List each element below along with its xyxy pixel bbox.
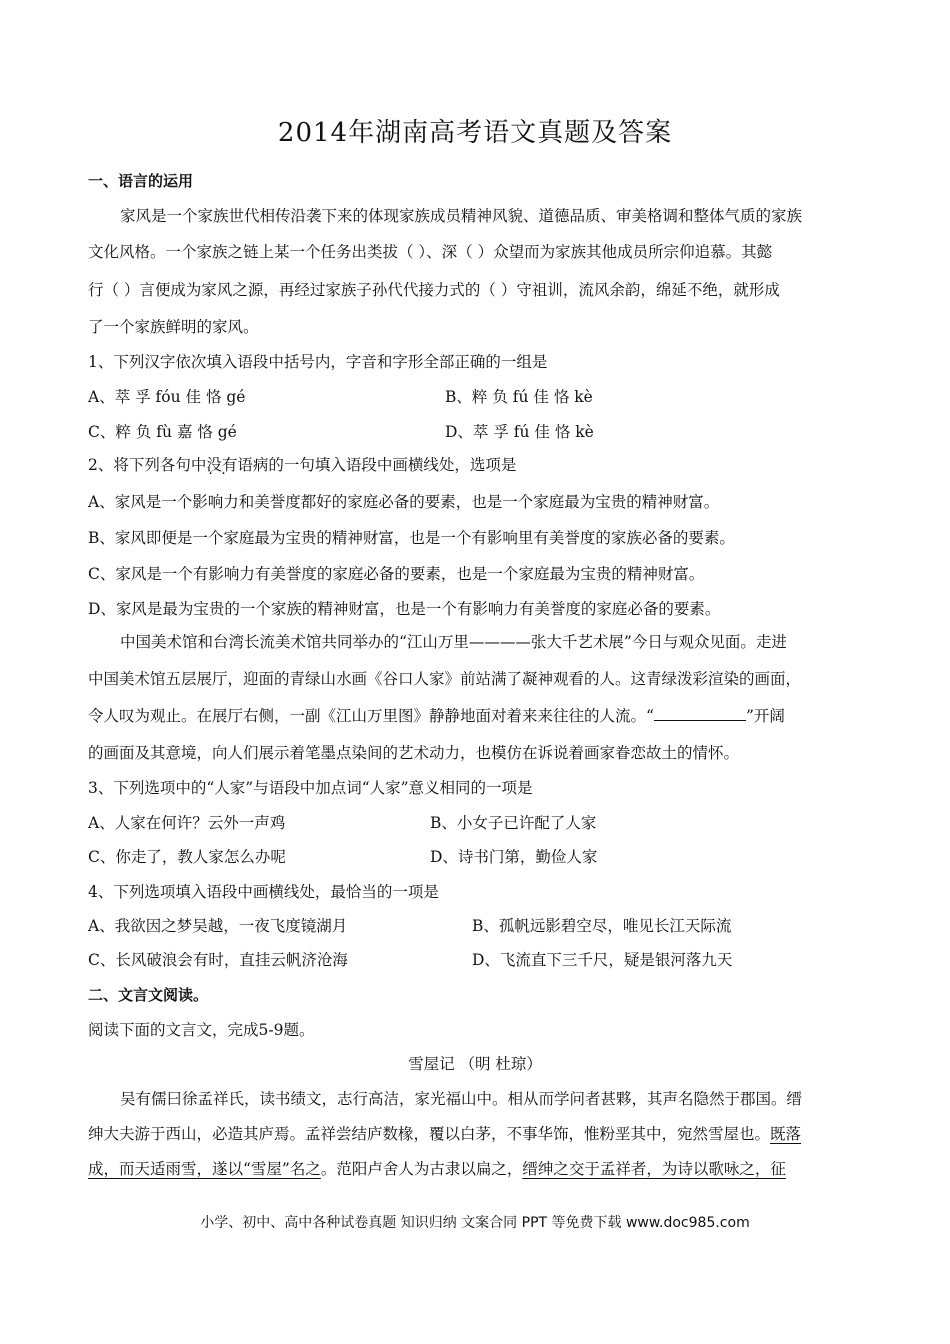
passage1-line-2: 文化风格。一个家族之链上某一个任务出类拔（ ）、深（ ）众望而为家族其他成员所宗仰追慕。其懿 [88,243,773,261]
question-4-option-c: C、长风破浪会有时，直挂云帆济沧海 [88,951,348,969]
fill-in-blank [654,706,746,721]
passage2-line-2: 中国美术馆五层展厅，迎面的青绿山水画《谷口人家》前站满了凝神观看的人。这青绿泼彩渲染的画面， [88,670,802,688]
page-title: 2014年湖南高考语文真题及答案 [277,118,673,148]
passage1-line-1: 家风是一个家族世代相传沿袭下来的体现家族成员精神风貌、道德品质、审美格调和整体气质的家族 [120,207,803,225]
question-2-option-a: A、家风是一个影响力和美誉度都好的家庭必备的要素，也是一个家庭最为宝贵的精神财富。 [88,493,720,511]
underlined-sentence-1-end: 成，而天适雨雪，遂以“雪屋”名之 [88,1160,321,1178]
question-1-stem: 1、下列汉字依次填入语段中括号内，字音和字形全部正确的一组是 [88,353,548,371]
question-1-option-c: C、粹 负 fù 嘉 恪 gé [88,423,237,441]
question-2-stem-pre: 2、将下列各句中 [88,456,207,474]
classical-text-line-2 [88,1122,801,1144]
question-2-stem [88,453,516,475]
question-3-option-b: B、小女子已许配了人家 [430,814,597,832]
question-3-stem: 3、下列选项中的“人家”与语段中加点词“人家”意义相同的一项是 [88,779,533,797]
page-footer: 小学、初中、高中各种试卷真题 知识归纳 文案合同 PPT 等免费下载 www.doc985.com [200,1215,750,1231]
classical-text-line-3 [88,1157,786,1179]
section-2-intro: 阅读下面的文言文，完成5-9题。 [88,1021,315,1039]
passage1-line-3: 行（ ）言便成为家风之源，再经过家族子孙代代接力式的（ ）守祖训，流风余韵，绵延不绝，就形成 [88,281,780,299]
question-4-stem: 4、下列选项填入语段中画横线处，最恰当的一项是 [88,883,439,901]
question-4-option-b: B、孤帆远影碧空尽，唯见长江天际流 [472,917,732,935]
passage2-line-3 [88,704,785,726]
classical-text-line-1: 吴有儒曰徐孟祥氏，读书绩文，志行高洁，家光福山中。相从而学问者甚夥，其声名隐然于郡国。缙 [120,1090,803,1108]
question-1-option-b: B、粹 负 fú 佳 恪 kè [445,388,593,406]
question-2-option-b: B、家风即便是一个家庭最为宝贵的精神财富，也是一个有影响里有美誉度的家族必备的要素。 [88,529,735,547]
question-3-option-c: C、你走了，教人家怎么办呢 [88,848,286,866]
passage2-line-1: 中国美术馆和台湾长流美术馆共同举办的“江山万里————张大千艺术展”今日与观众见面。走进 [120,633,787,651]
classical-text-line-2-plain: 绅大夫游于西山，必造其庐焉。孟祥尝结庐数椽，覆以白茅，不事华饰，惟粉垩其中，宛然雪屋也。 [88,1125,771,1143]
passage1-line-4: 了一个家族鲜明的家风。 [88,318,259,336]
section-heading-1: 一、语言的运用 [88,172,194,190]
passage2-line-3-tail: ”开阔 [745,707,785,725]
classical-text-line-3-mid: 。范阳卢舍人为古隶以扁之， [320,1160,523,1178]
question-2-stem-post: 语病的一句填入语段中画横线处，选项是 [237,456,517,474]
question-2-option-c: C、家风是一个有影响力有美誉度的家庭必备的要素，也是一个家庭最为宝贵的精神财富。 [88,565,705,583]
underlined-sentence-1-start: 既落 [770,1125,802,1143]
question-4-option-d: D、飞流直下三千尺，疑是银河落九天 [472,951,733,969]
underlined-sentence-2: 缙绅之交于孟祥者，为诗以歌咏之，征 [522,1160,786,1178]
question-4-option-a: A、我欲因之梦吴越，一夜飞度镜湖月 [88,917,348,935]
question-2-option-d: D、家风是最为宝贵的一个家族的精神财富，也是一个有影响力有美誉度的家庭必备的要素。 [88,600,721,618]
question-1-option-a: A、萃 孚 fóu 佳 恪 gé [88,388,246,406]
section-heading-2: 二、文言文阅读。 [88,986,209,1004]
emphasis-dotted-text: 没有 · · [206,453,237,475]
passage2-line-3-text: 令人叹为观止。在展厅右侧，一副《江山万里图》静静地面对着来来往往的人流。“ [88,707,654,725]
question-3-option-a: A、人家在何许？云外一声鸡 [88,814,286,832]
question-1-option-d: D、萃 孚 fú 佳 恪 kè [445,423,594,441]
question-3-option-d: D、诗书门第，勤俭人家 [430,848,598,866]
classical-text-title: 雪屋记 （明 杜琼） [408,1055,542,1073]
passage2-line-4: 的画面及其意境，向人们展示着笔墨点染间的艺术动力，也模仿在诉说着画家眷恋故土的情怀。 [88,744,740,762]
